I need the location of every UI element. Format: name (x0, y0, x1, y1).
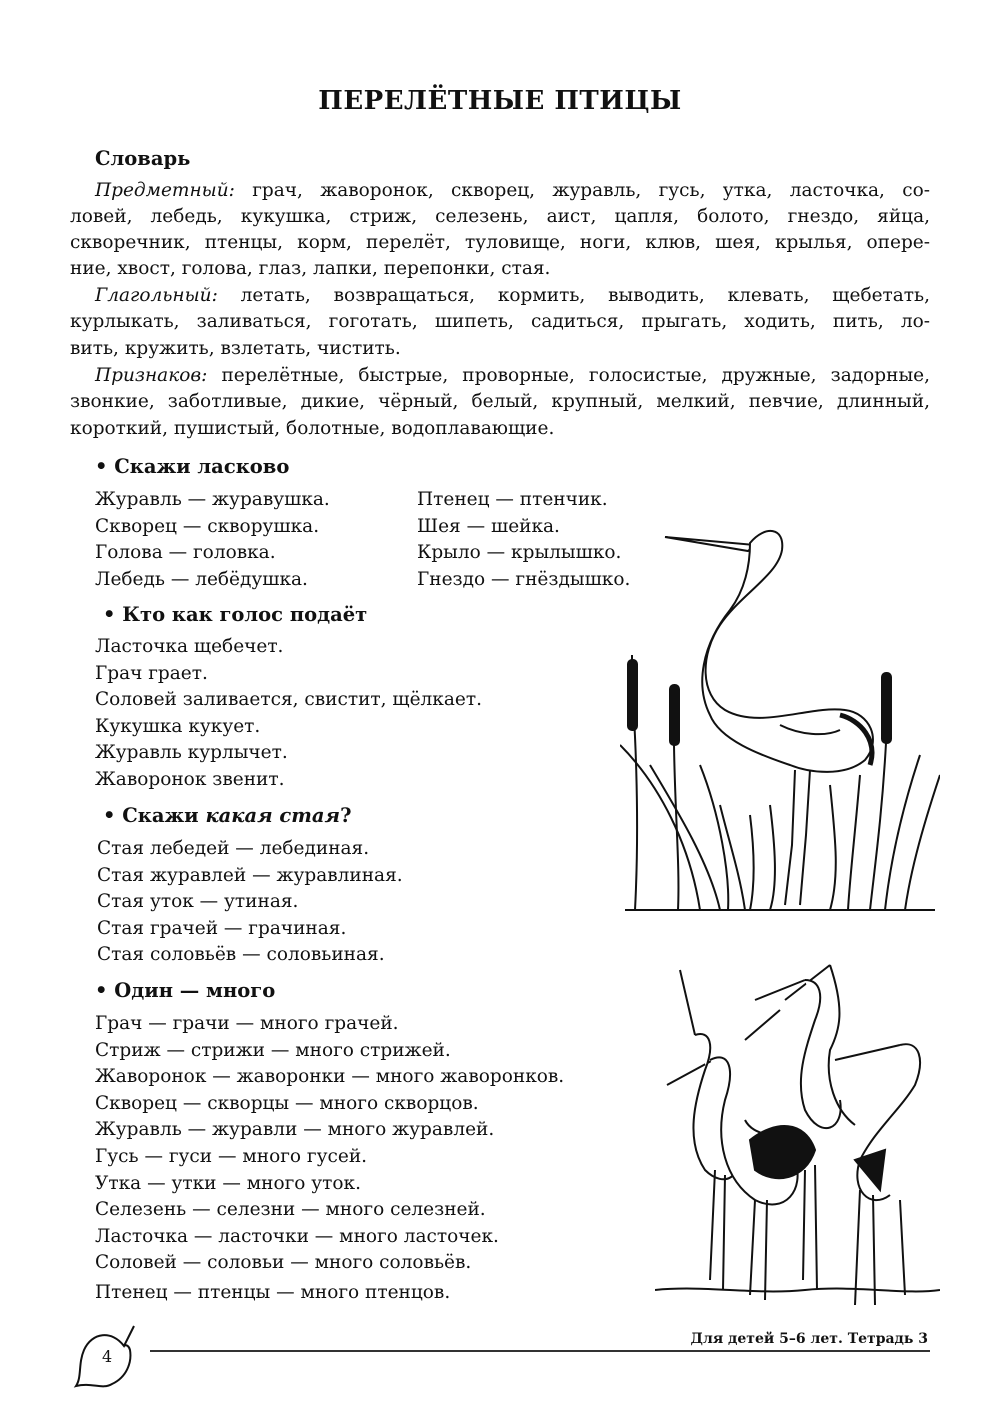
vocab-line: скворечник, птенцы, корм, перелёт, туловище, ноги, клюв, шея, крылья, опере- (70, 232, 930, 253)
list-item: Жаворонок — жаворонки — много жаворонков. (95, 1066, 565, 1088)
vocab-line: звонкие, заботливые, дикие, чёрный, белый, крупный, мелкий, певчие, длинный, (70, 391, 930, 412)
page-number: 4 (102, 1347, 113, 1366)
affectionate-right-column (417, 487, 630, 593)
vocab-label: Признаков: (95, 365, 208, 386)
list-item: Скворец — скворушка. (95, 515, 320, 537)
list-item: Шея — шейка. (417, 515, 560, 537)
vocab-line: Глагольный: летать, возвращаться, кормить, выводить, клевать, щебетать, (95, 285, 930, 306)
list-item: Стриж — стрижи — много стрижей. (95, 1039, 451, 1061)
list-item: Гусь — гуси — много гусей. (95, 1145, 368, 1167)
list-item: Лебедь — лебёдушка. (95, 568, 308, 590)
list-item: Стая соловьёв — соловьиная. (97, 944, 385, 965)
list-item: Селезень — селезни — много селезней. (95, 1199, 486, 1221)
vocabulary-heading: Словарь (95, 147, 191, 170)
list-item: Кукушка кукует. (95, 715, 261, 737)
voice-list (95, 634, 482, 794)
vocab-line: вить, кружить, взлетать, чистить. (70, 338, 401, 359)
list-item: Журавль — журавли — много журавлей. (95, 1119, 495, 1141)
vocab-line: курлыкать, заливаться, гоготать, шипеть, садиться, прыгать, ходить, пить, ло- (70, 311, 930, 332)
list-item: Гнездо — гнёздышко. (417, 568, 631, 590)
page-title: ПЕРЕЛЁТНЫЕ ПТИЦЫ (318, 86, 682, 116)
list-item: Голова — головка. (95, 542, 276, 563)
list-item: Журавль — журавушка. (95, 489, 330, 510)
affectionate-left-column (95, 487, 330, 593)
plural-heading: • Один — много (95, 979, 276, 1002)
vocab-line: ние, хвост, голова, глаз, лапки, перепонки, стая. (70, 258, 551, 279)
vocab-line: Предметный: грач, жаворонок, скворец, журавль, гусь, утка, ласточка, со- (95, 180, 930, 201)
voice-heading: • Кто как голос подаёт (103, 603, 368, 626)
storks-illustration (655, 960, 940, 1315)
list-item: Журавль курлычет. (95, 742, 288, 764)
list-item: Стая грачей — грачиная. (97, 917, 347, 939)
list-item: Жаворонок звенит. (95, 768, 285, 790)
list-item: Соловей заливается, свистит, щёлкает. (95, 689, 482, 711)
crane-illustration (620, 515, 940, 915)
list-item: Грач — грачи — много грачей. (95, 1013, 399, 1034)
list-item: Стая журавлей — журавлиная. (97, 864, 403, 886)
flock-list (97, 836, 403, 969)
list-item: Грач грает. (95, 662, 208, 684)
footer-caption: Для детей 5–6 лет. Тетрадь 3 (690, 1331, 928, 1347)
list-item: Птенец — птенцы — много птенцов. (95, 1281, 451, 1303)
affectionate-heading: • Скажи ласково (95, 455, 290, 478)
vocab-line: короткий, пушистый, болотные, водоплавающие. (70, 418, 555, 439)
list-item: Скворец — скворцы — много скворцов. (95, 1092, 479, 1114)
list-item: Птенец — птенчик. (417, 489, 608, 510)
vocab-line: ловей, лебедь, кукушка, стриж, селезень, аист, цапля, болото, гнездо, яйца, (70, 206, 930, 227)
list-item: Ласточка щебечет. (95, 636, 284, 657)
footer-rule (150, 1350, 930, 1352)
list-item: Стая лебедей — лебединая. (97, 838, 370, 859)
list-item: Крыло — крылышко. (417, 542, 622, 563)
vocab-label: Глагольный: (95, 285, 218, 306)
vocab-label: Предметный: (95, 180, 235, 201)
plural-list (95, 1011, 564, 1307)
list-item: Стая уток — утиная. (97, 891, 299, 912)
flock-heading: • Скажи какая стая? (103, 804, 352, 827)
list-item: Ласточка — ласточки — много ласточек. (95, 1225, 499, 1247)
list-item: Утка — утки — много уток. (95, 1172, 362, 1194)
vocab-line: Признаков: перелётные, быстрые, проворные, голосистые, дружные, задорные, (95, 365, 930, 386)
list-item: Соловей — соловьи — много соловьёв. (95, 1252, 472, 1274)
